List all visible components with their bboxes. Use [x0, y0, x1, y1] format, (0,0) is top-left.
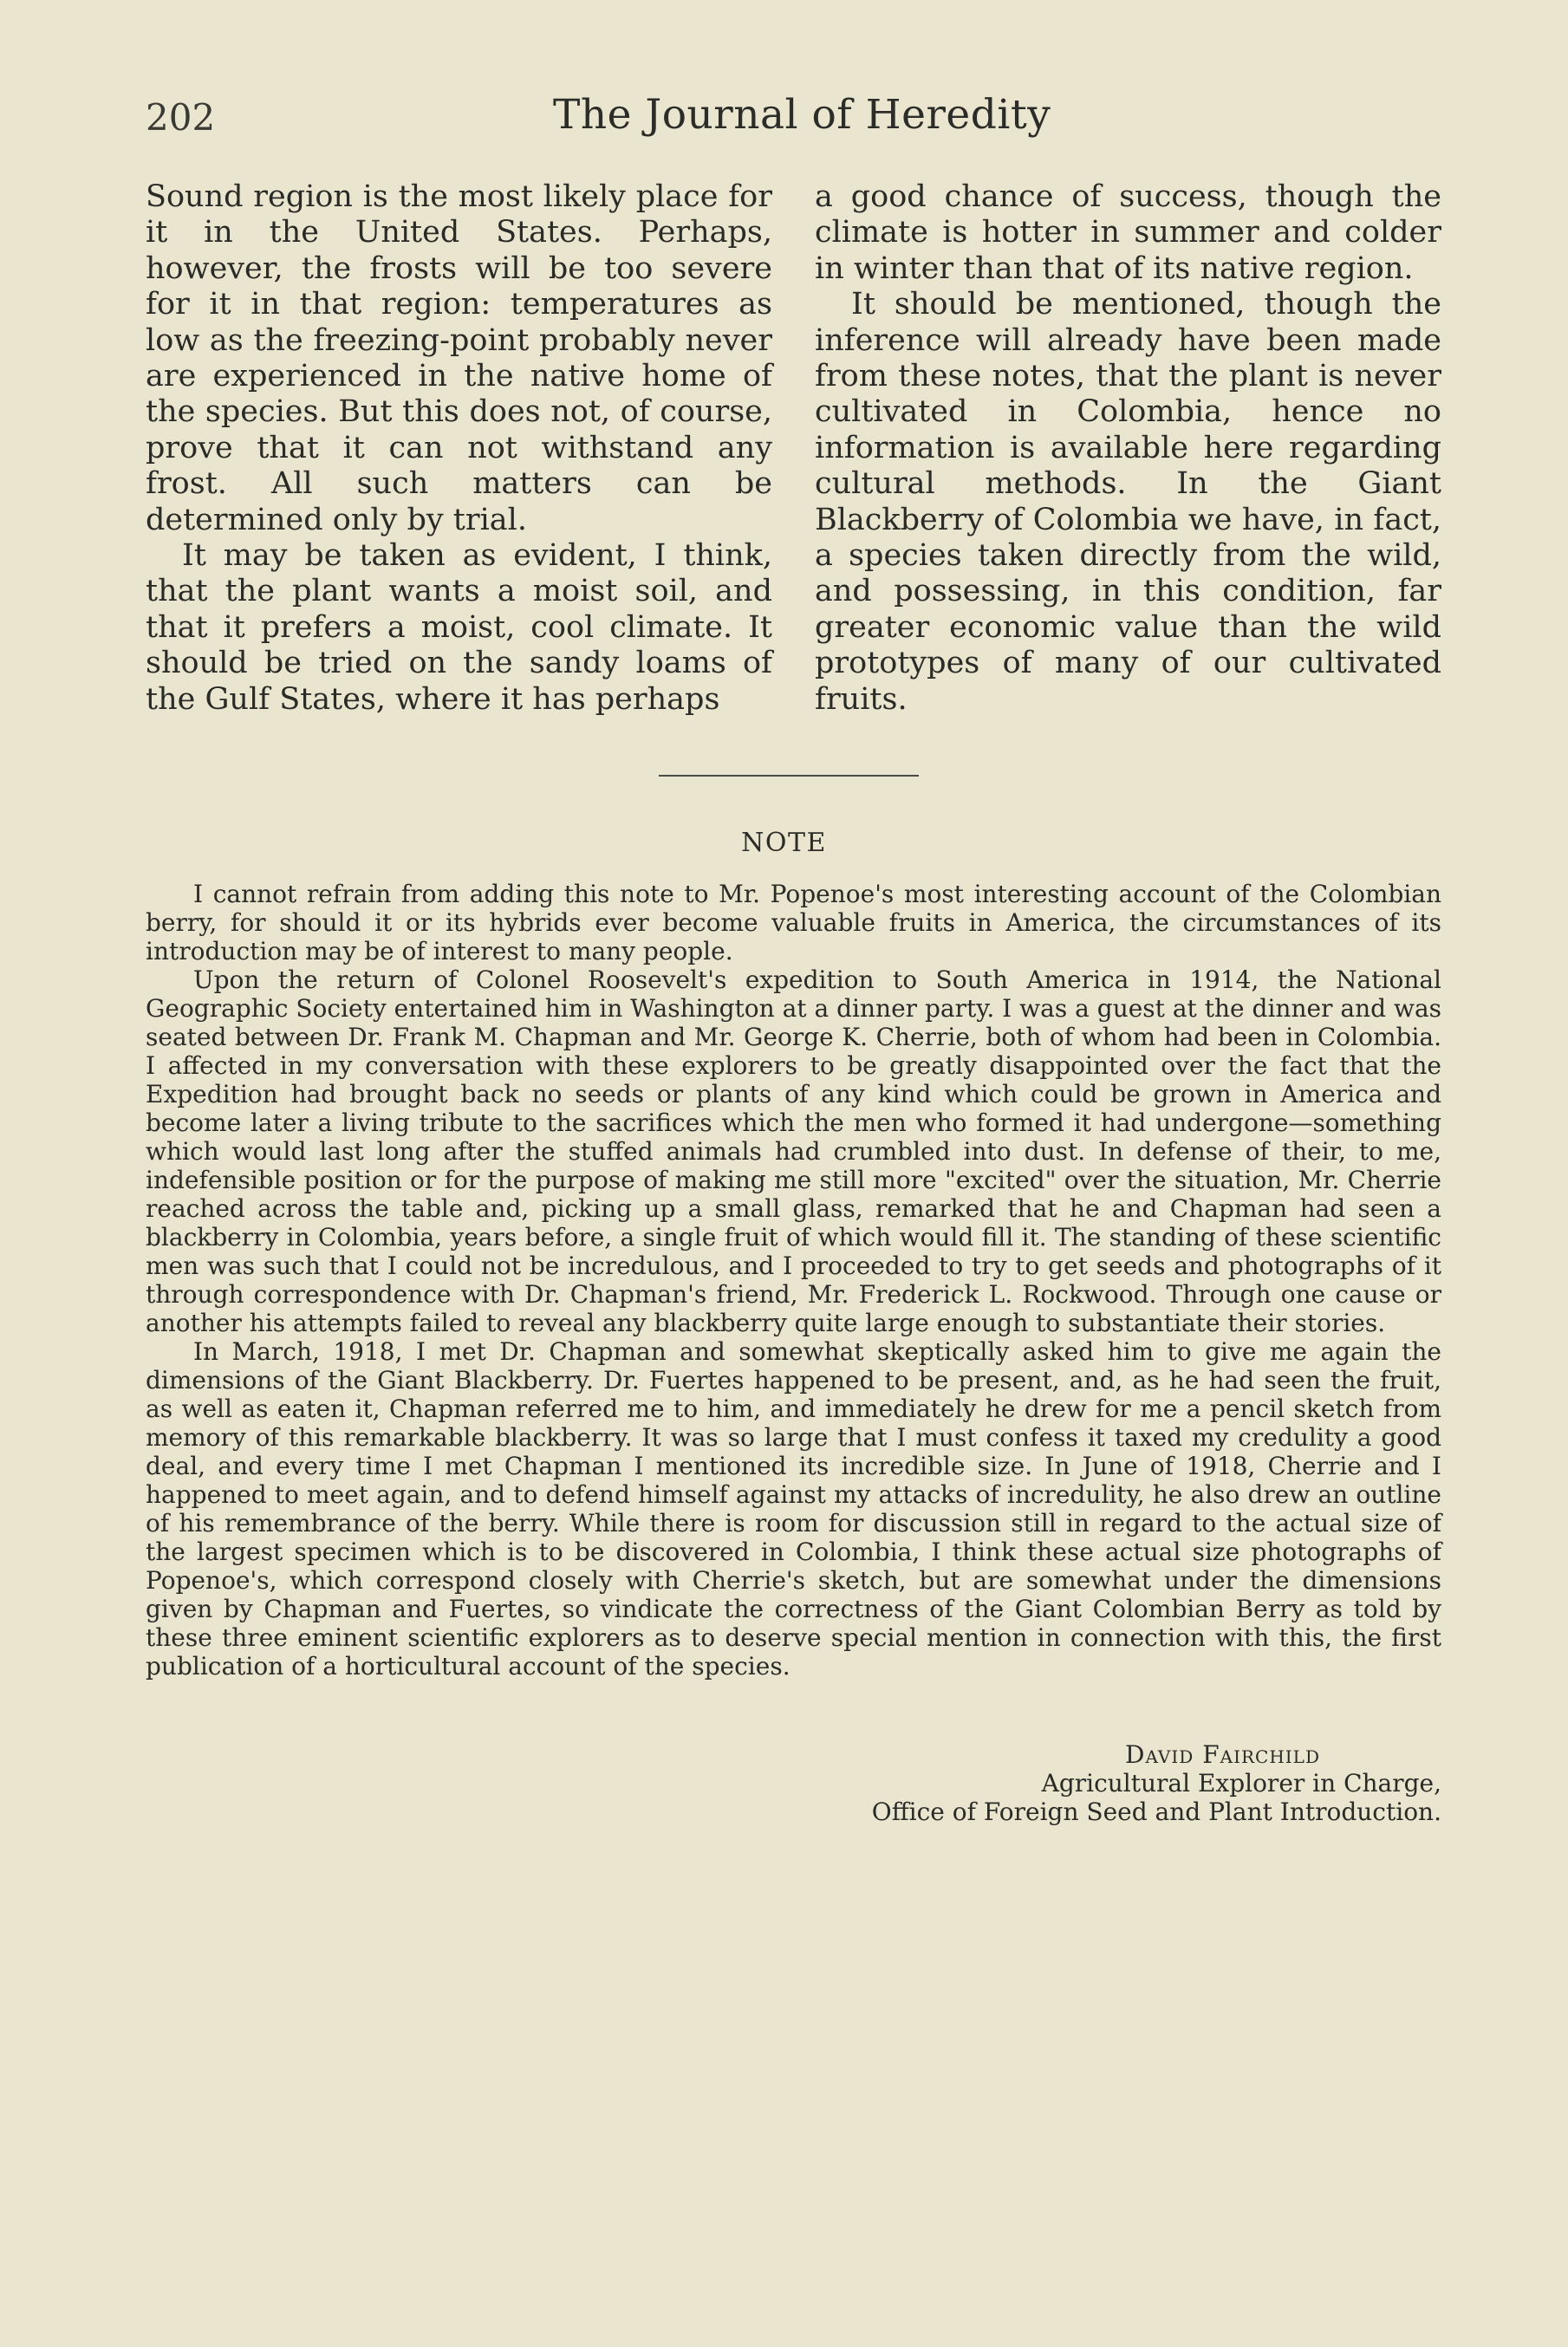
signature-office: Office of Foreign Seed and Plant Introduction.: [871, 1798, 1441, 1826]
note-body: [146, 880, 1441, 1681]
journal-title: The Journal of Heredity: [553, 91, 1051, 139]
left-paragraph-1: Sound region is the most likely place for it in the United States. Perhaps, however, the frosts will be too severe for it in that region: temperatures as low as the freezing-point probably never are experienced in the native home of the species. But this does not, of course, prove that it can not withstand any frost. All such matters can be determined only by trial.: [146, 179, 772, 537]
signature-name: David Fairchild: [1125, 1740, 1320, 1769]
note-paragraph-2: Upon the return of Colonel Roosevelt's expedition to South America in 1914, the National Geographic Society entertained him in Washington at a dinner party. I was a guest at the dinner and was seated between Dr. Frank M. Chapman and Mr. George K. Cherrie, both of whom had been in Colombia. I affected in my conversation with these explorers to be greatly disappointed over the fact that the Expedition had brought back no seeds or plants of any kind which could be grown in America and become later a living tribute to the sacrifices which the men who formed it had undergone—something which would last long after the stuffed animals had crumbled into dust. In defense of their, to me, indefensible position or for the purpose of making me still more "excited" over the situation, Mr. Cherrie reached across the table and, picking up a small glass, remarked that he and Chapman had seen a blackberry in Colombia, years before, a single fruit of which would fill it. The standing of these scientific men was such that I could not be incredulous, and I proceeded to try to get seeds and photographs of it through correspondence with Dr. Chapman's friend, Mr. Frederick L. Rockwood. Through one cause or another his attempts failed to reveal any blackberry quite large enough to substantiate their stories.: [146, 965, 1441, 1337]
article-columns: [146, 179, 1441, 718]
left-paragraph-2: It may be taken as evident, I think, that the plant wants a moist soil, and that it prefers a moist, cool climate. It should be tried on the sandy loams of the Gulf States, where it has perhaps: [146, 538, 772, 717]
signature-title: Agricultural Explorer in Charge,: [1041, 1769, 1441, 1798]
right-column: [815, 179, 1441, 718]
page-number: 202: [146, 96, 216, 139]
note-paragraph-1: I cannot refrain from adding this note to Mr. Popenoe's most interesting account of the Colombian berry, for should it or its hybrids ever become valuable fruits in America, the circumstances of its introduction may be of interest to many people.: [146, 880, 1441, 965]
signature-block: [745, 1740, 1441, 1826]
note-paragraph-3: In March, 1918, I met Dr. Chapman and somewhat skeptically asked him to give me again the dimensions of the Giant Blackberry. Dr. Fuertes happened to be present, and, as he had seen the fruit, as well as eaten it, Chapman referred me to him, and immediately he drew for me a pencil sketch from memory of this remarkable blackberry. It was so large that I must confess it taxed my credulity a good deal, and every time I met Chapman I mentioned its incredible size. In June of 1918, Cherrie and I happened to meet again, and to defend himself against my attacks of incredulity, he also drew an outline of his remembrance of the berry. While there is room for discussion still in regard to the actual size of the largest specimen which is to be discovered in Colombia, I think these actual size photographs of Popenoe's, which correspond closely with Cherrie's sketch, but are somewhat under the dimensions given by Chapman and Fuertes, so vindicate the correctness of the Giant Colombian Berry as told by these three eminent scientific explorers as to deserve special mention in connection with this, the first publication of a horticultural account of the species.: [146, 1337, 1441, 1681]
running-header: [146, 91, 1441, 152]
right-paragraph-1: a good chance of success, though the climate is hotter in summer and colder in winter than that of its native region.: [815, 179, 1441, 286]
note-heading: NOTE: [741, 828, 827, 858]
section-divider: [659, 775, 919, 777]
left-column: [146, 179, 772, 718]
right-paragraph-2: It should be mentioned, though the inference will already have been made from these notes, that the plant is never cultivated in Colombia, hence no information is available here regarding cultural methods. In the Giant Blackberry of Colombia we have, in fact, a species taken directly from the wild, and possessing, in this condition, far greater economic value than the wild prototypes of many of our cultivated fruits.: [815, 287, 1441, 717]
